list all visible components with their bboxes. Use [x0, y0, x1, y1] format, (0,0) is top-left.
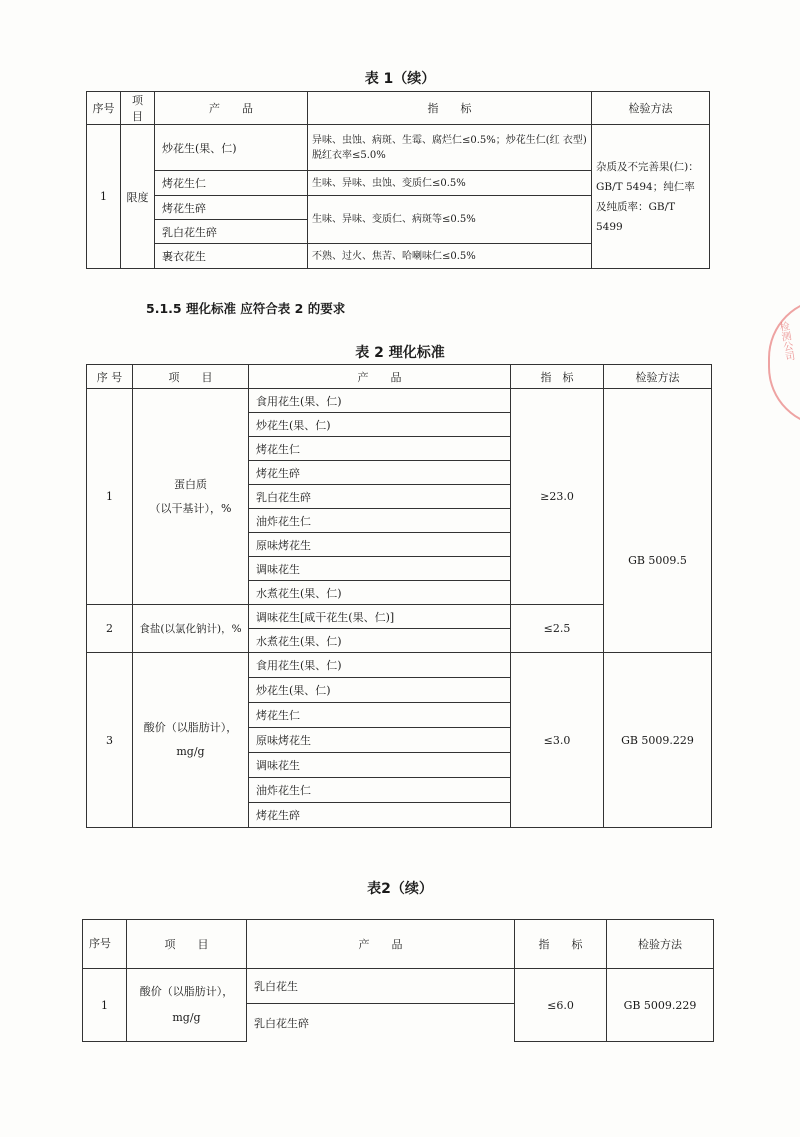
table3-product: 乳白花生碎: [247, 1004, 515, 1042]
table1-product: 乳白花生碎: [155, 220, 308, 244]
table2-item: [133, 389, 249, 605]
table1-product: 烤花生仁: [155, 171, 308, 196]
stamp-text: 检测公司: [776, 320, 795, 363]
table2-header-indicator: 指 标: [511, 365, 604, 389]
table1-seq: 1: [87, 125, 121, 269]
table2-product: 调味花生: [249, 557, 511, 581]
table2-header-item: 项 目: [133, 365, 249, 389]
table1: [86, 91, 710, 269]
red-stamp: [768, 298, 800, 427]
table1-header-item: 项 目: [121, 92, 155, 125]
table2-item-text: 酸价（以脂肪计），: [143, 721, 238, 734]
table2-product: 调味花生: [249, 753, 511, 778]
table1-header-indicator: 指 标: [308, 92, 592, 125]
table2-product: 烤花生仁: [249, 437, 511, 461]
table2-product: 食用花生(果、仁): [249, 653, 511, 678]
table1-header-method: 检验方法: [592, 92, 710, 125]
section-heading: 5.1.5 理化标准 应符合表 2 的要求: [146, 301, 346, 316]
table3-header-seq: 序号: [83, 920, 127, 969]
table2-seq: 1: [87, 389, 133, 605]
table3-product: 乳白花生: [247, 969, 515, 1004]
table1-header-product: 产 品: [155, 92, 308, 125]
table3-header-product: 产 品: [247, 920, 515, 969]
table3-method: GB 5009.229: [607, 969, 714, 1042]
table1-product: 烤花生碎: [155, 196, 308, 220]
table3-header-indicator: 指 标: [515, 920, 607, 969]
table1-product: 炒花生(果、仁): [155, 125, 308, 171]
table2-header-seq: 序 号: [87, 365, 133, 389]
table2-product: 调味花生[咸干花生(果、仁)]: [249, 605, 511, 629]
table3-header-method: 检验方法: [607, 920, 714, 969]
table1-indicator: 不熟、过火、焦苦、哈喇味仁≤0.5%: [308, 244, 592, 269]
table3-caption: 表2（续）: [367, 881, 433, 897]
table2-seq: 3: [87, 653, 133, 828]
table2: [86, 364, 712, 828]
table2-product: 油炸花生仁: [249, 778, 511, 803]
table1-item: 限度: [121, 125, 155, 269]
table2-product: 食用花生(果、仁): [249, 389, 511, 413]
table2-product: 烤花生仁: [249, 703, 511, 728]
table2-seq: 2: [87, 605, 133, 653]
table1-indicator: 异味、虫蚀、病斑、生霉、腐烂仁≤0.5%；炒花生仁(红 衣型)脱红衣率≤5.0%: [308, 125, 592, 171]
table2-caption: 表 2 理化标准: [355, 345, 445, 361]
table2-item: 食盐(以氯化钠计)，%: [133, 605, 249, 653]
table2-product: 原味烤花生: [249, 533, 511, 557]
table2-product: 水煮花生(果、仁): [249, 629, 511, 653]
table2-item: [133, 653, 249, 828]
table3-indicator: ≤6.0: [515, 969, 607, 1042]
table1-indicator: 生味、异味、虫蚀、变质仁≤0.5%: [308, 171, 592, 196]
table3-header-item: 项 目: [127, 920, 247, 969]
table2-item-sub: （以干基计），%: [149, 501, 232, 515]
table2-product: 乳白花生碎: [249, 485, 511, 509]
table2-product: 烤花生碎: [249, 461, 511, 485]
table2-header-method: 检验方法: [604, 365, 712, 389]
table2-item-sub: mg/g: [176, 745, 205, 758]
table2-product: 炒花生(果、仁): [249, 413, 511, 437]
table1-method: 杂质及不完善果(仁)：GB/T 5494；纯仁率及纯质率：GB/T 5499: [592, 125, 710, 269]
table3-seq: 1: [83, 969, 127, 1042]
table3: [82, 919, 714, 1042]
table1-indicator: 生味、异味、变质仁、病斑等≤0.5%: [308, 196, 592, 244]
table2-product: 炒花生(果、仁): [249, 678, 511, 703]
table2-item-text: 蛋白质: [174, 477, 207, 491]
table2-indicator: ≥23.0: [511, 389, 604, 605]
table2-indicator: ≤2.5: [511, 605, 604, 653]
table2-product: 原味烤花生: [249, 728, 511, 753]
table3-item: 酸价（以脂肪计），mg/g: [127, 969, 247, 1042]
table1-header-seq: 序号: [87, 92, 121, 125]
table1-product: 裹衣花生: [155, 244, 308, 269]
table2-product: 油炸花生仁: [249, 509, 511, 533]
table2-product: 水煮花生(果、仁): [249, 581, 511, 605]
table2-product: 烤花生碎: [249, 803, 511, 828]
table1-caption: 表 1（续）: [364, 71, 436, 87]
table2-indicator: ≤3.0: [511, 653, 604, 828]
table2-method: GB 5009.5: [604, 389, 712, 653]
table2-header-product: 产 品: [249, 365, 511, 389]
table2-method: GB 5009.229: [604, 653, 712, 828]
